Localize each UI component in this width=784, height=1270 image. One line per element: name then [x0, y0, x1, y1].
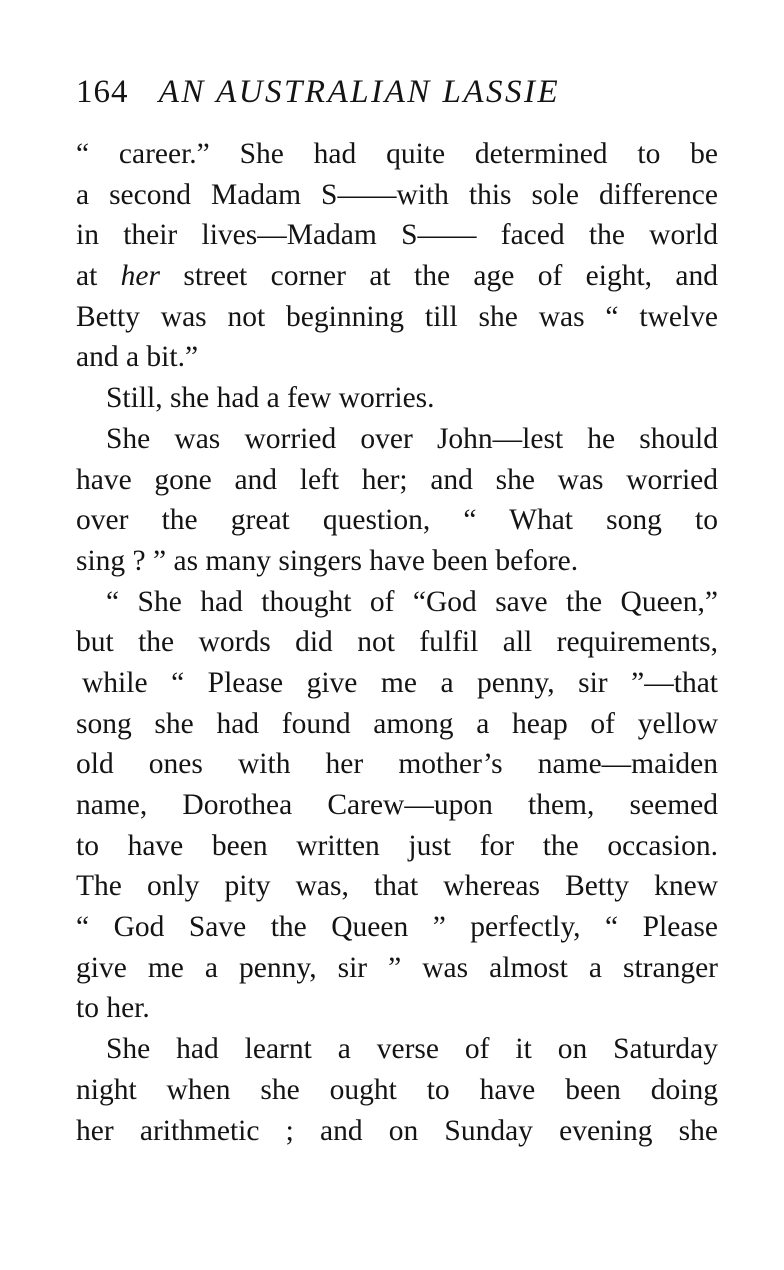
text-line: her arithmetic ; and on Sunday evening she — [76, 1114, 718, 1147]
text-line: She had learnt a verse of it on Saturday — [106, 1033, 718, 1066]
emphasized-word: her — [120, 260, 160, 293]
text-line: “ She had thought of “God save the Queen,” — [106, 585, 718, 618]
text-line: night when she ought to have been doing — [76, 1073, 718, 1106]
text-line — [76, 256, 718, 297]
text-line: She was worried over John—lest he should — [106, 422, 718, 455]
text-line: song she had found among a heap of yellow — [76, 707, 718, 740]
text-line: Still, she had a few worries. — [106, 382, 435, 415]
page-header — [76, 70, 718, 114]
body-text — [76, 134, 718, 1151]
text-line: name, Dorothea Carew—upon them, seemed — [76, 789, 718, 821]
text-line: to her. — [76, 992, 150, 1025]
text-line: over the great question, “ What song to — [76, 504, 718, 537]
text-line: “ career.” She had quite determined to be — [76, 138, 718, 170]
text-line: Betty was not beginning till she was “ twelve — [76, 300, 718, 333]
line-text: at — [76, 260, 121, 293]
running-title: AN AUSTRALIAN LASSIE — [158, 74, 561, 110]
text-line: have gone and left her; and she was worried — [76, 463, 718, 496]
text-line: “ God Save the Queen ” perfectly, “ Please — [76, 911, 718, 944]
text-line: and a bit.” — [76, 341, 199, 374]
text-line: old ones with her mother’s name—maiden — [76, 748, 718, 781]
line-text: street corner at the age of eight, and — [160, 260, 718, 293]
text-line: in their lives—Madam S—— faced the world — [76, 219, 718, 252]
text-line: a second Madam S——with this sole difference — [76, 178, 718, 211]
text-line: give me a penny, sir ” was almost a stranger — [76, 951, 718, 984]
text-line: sing ? ” as many singers have been before. — [76, 544, 579, 577]
text-line: while “ Please give me a penny, sir ”—that — [82, 666, 718, 699]
page-number: 164 — [76, 74, 129, 110]
text-line: but the words did not fulfil all requirements, — [76, 626, 718, 659]
text-line: to have been written just for the occasion. — [76, 829, 718, 862]
text-line: The only pity was, that whereas Betty knew — [76, 870, 718, 903]
